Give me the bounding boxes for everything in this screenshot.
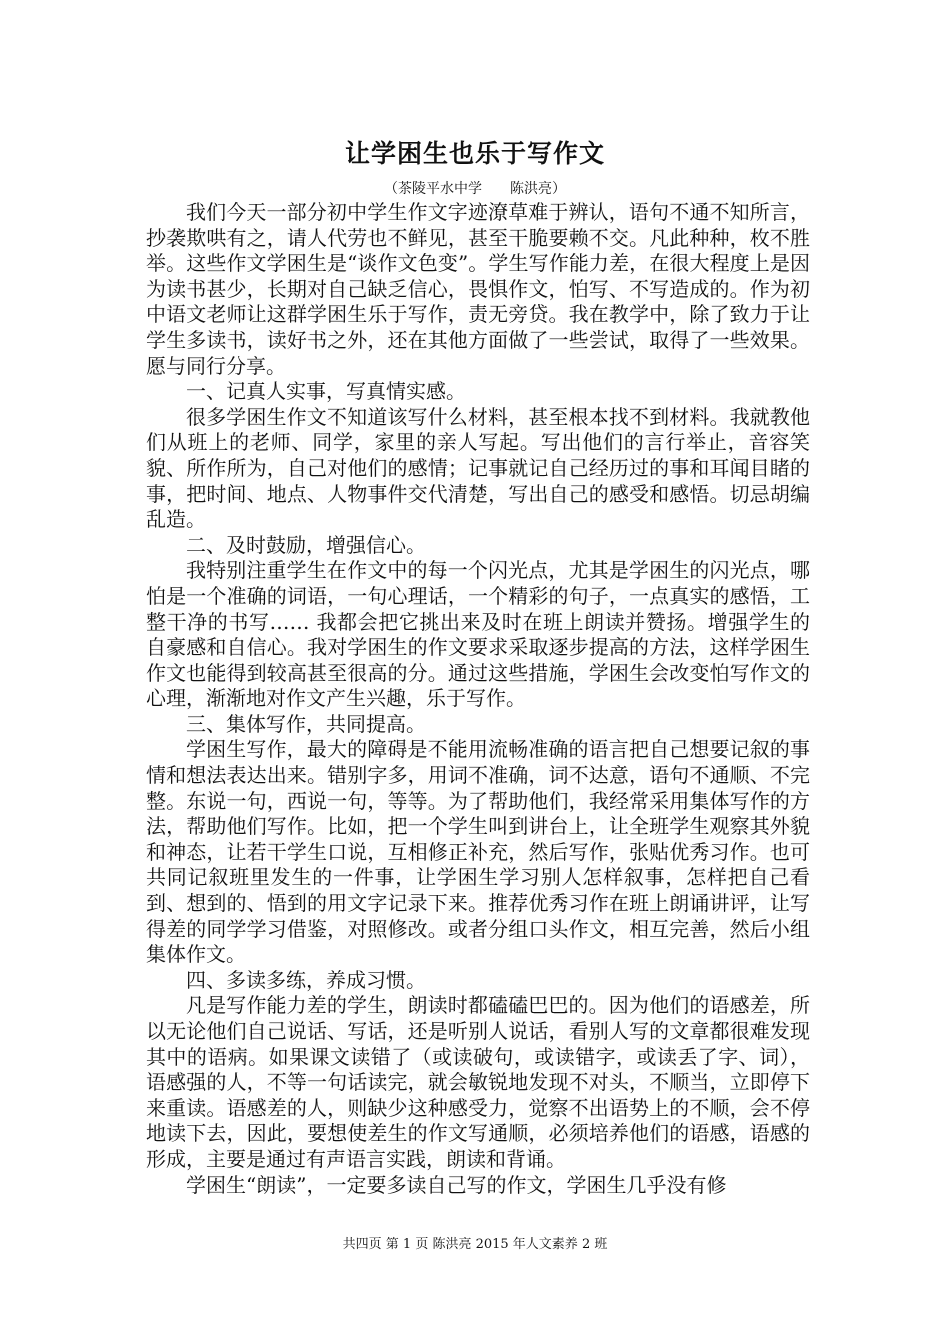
paragraph-intro: 我们今天一部分初中学生作文字迹潦草难于辨认，语句不通不知所言，抄袭欺哄有之，请人代劳也不鲜见，甚至干脆要赖不交。凡此种种，枚不胜举。这些作文学困生是“谈作文色变”。学生写作能力差，在很大程度上是因为读书甚少，长期对自己缺乏信心，畏惧作文，怕写、不写造成的。作为初中语文老师让这群学困生乐于写作，责无旁贷。我在教学中，除了致力于让学生多读书，读好书之外，还在其他方面做了一些尝试，取得了一些效果。愿与同行分享。 bbox=[146, 200, 810, 378]
paragraph-section-4: 凡是写作能力差的学生，朗读时都磕磕巴巴的。因为他们的语感差，所以无论他们自己说话、写话，还是听别人说话，看别人写的文章都很难发现其中的语病。如果课文读错了（或读破句，或读错字，或读丢了字、词），语感强的人，不等一句话读完，就会敏锐地发现不对头，不顺当，立即停下来重读。语感差的人，则缺少这种感受力，觉察不出语势上的不顺，会不停地读下去，因此，要想使差生的作文写通顺，必须培养他们的语感，语感的形成，主要是通过有声语言实践，朗读和背诵。 bbox=[146, 993, 810, 1171]
paragraph-section-1: 很多学困生作文不知道该写什么材料，甚至根本找不到材料。我就教他们从班上的老师、同学，家里的亲人写起。写出他们的言行举止，音容笑貌、所作所为，自己对他们的感情；记事就记自己经历过的事和耳闻目睹的事，把时间、地点、人物事件交代清楚，写出自己的感受和感悟。切忌胡编乱造。 bbox=[146, 404, 810, 532]
paragraph-section-2: 我特别注重学生在作文中的每一个闪光点，尤其是学困生的闪光点，哪怕是一个准确的词语，一句心理话，一个精彩的句子，一点真实的感悟，工整干净的书写…… 我都会把它挑出来及时在班上朗读并赞扬。增强学生的自豪感和自信心。我对学困生的作文要求采取逐步提高的方法，这样学困生作文也能得到较高甚至很高的分。通过这些措施，学困生会改变怕写作文的心理，渐渐地对作文产生兴趣，乐于写作。 bbox=[146, 558, 810, 711]
section-heading-3: 三、集体写作，共同提高。 bbox=[186, 711, 426, 736]
section-heading-1: 一、记真人实事，写真情实感。 bbox=[186, 379, 466, 404]
page-footer: 共四页 第 1 页 陈洪亮 2015 年人文素养 2 班 bbox=[342, 1237, 608, 1252]
section-heading-4: 四、多读多练，养成习惯。 bbox=[186, 967, 426, 992]
document-title: 让学困生也乐于写作文 bbox=[344, 139, 605, 168]
document-body bbox=[146, 200, 810, 1198]
paragraph-continued: 学困生“朗读”，一定要多读自己写的作文，学困生几乎没有修 bbox=[186, 1172, 727, 1197]
section-heading-2: 二、及时鼓励，增强信心。 bbox=[186, 532, 426, 557]
paragraph-section-3: 学困生写作，最大的障碍是不能用流畅准确的语言把自己想要记叙的事情和想法表达出来。错别字多，用词不准确，词不达意，语句不通顺、不完整。东说一句，西说一句，等等。为了帮助他们，我经常采用集体写作的方法，帮助他们写作。比如，把一个学生叫到讲台上，让全班学生观察其外貌和神态，让若干学生口说，互相修正补充，然后写作，张贴优秀习作。也可共同记叙班里发生的一件事，让学困生学习别人怎样叙事，怎样把自己看到、想到的、悟到的用文字记录下来。推荐优秀习作在班上朗诵讲评，让写得差的同学学习借鉴，对照修改。或者分组口头作文，相互完善，然后小组集体作文。 bbox=[146, 737, 810, 967]
document-subtitle: （茶陵平水中学 陈洪亮） bbox=[384, 181, 566, 197]
